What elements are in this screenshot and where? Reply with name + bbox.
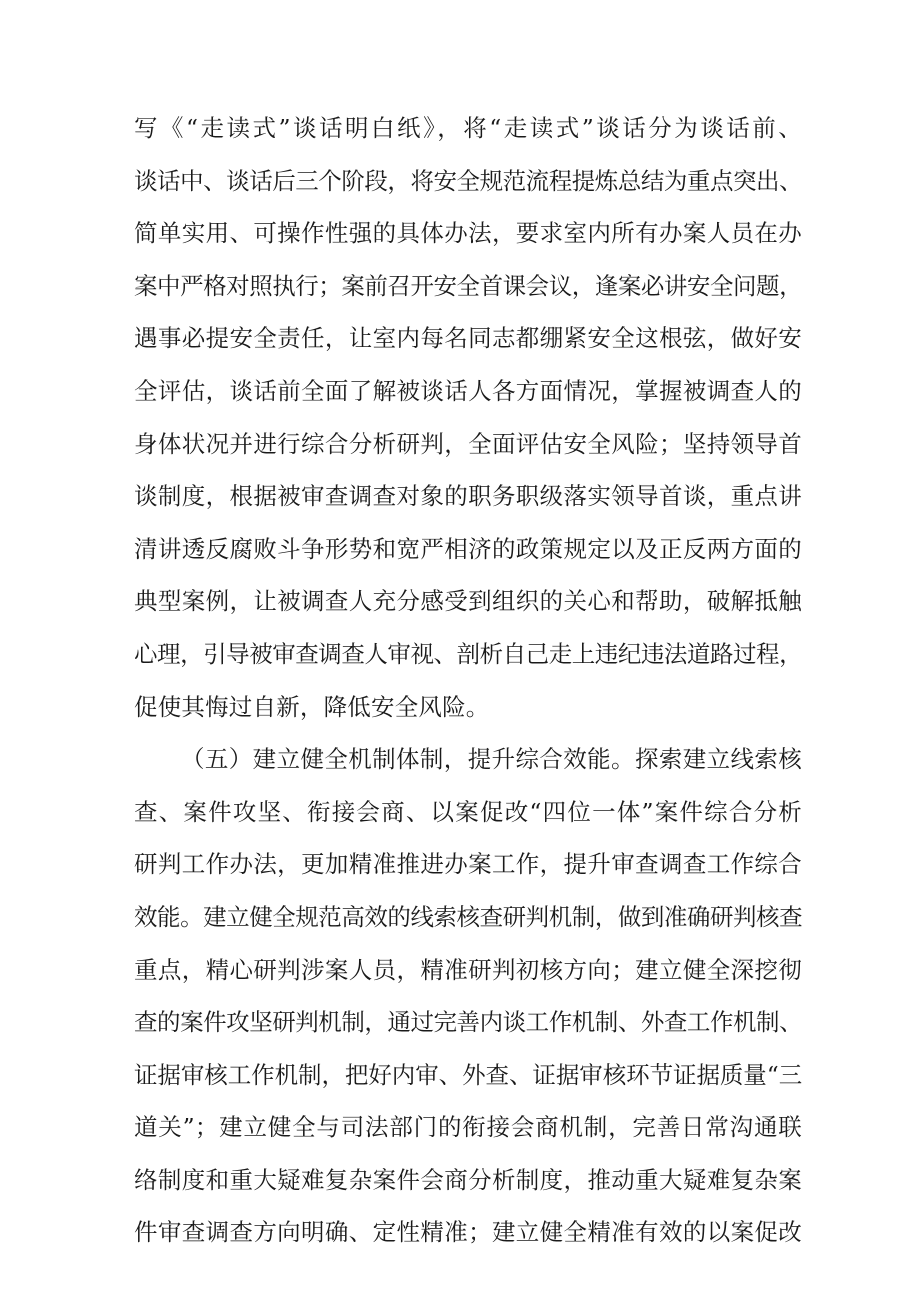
text-line: 谈制度，根据被审查调查对象的职务职级落实领导首谈，重点讲: [134, 482, 802, 511]
text-line: 效能。建立健全规范高效的线索核查研判机制，做到准确研判核查: [134, 902, 802, 931]
text-line: 查、案件攻坚、衔接会商、以案促改“四位一体”案件综合分析: [134, 797, 802, 826]
text-line: 简单实用、可操作性强的具体办法，要求室内所有办案人员在办: [134, 219, 802, 248]
text-line: 心理，引导被审查调查人审视、剖析自己走上违纪违法道路过程，: [134, 639, 802, 668]
text-line: 重点，精心研判涉案人员，精准研判初核方向；建立健全深挖彻: [134, 955, 802, 984]
text-line: 案中严格对照执行；案前召开安全首课会议，逢案必讲安全问题，: [134, 271, 802, 300]
text-line: 证据审核工作机制，把好内审、外查、证据审核环节证据质量“三: [134, 1060, 802, 1089]
section-heading-line: （五）建立健全机制体制，提升综合效能。探索建立线索核: [181, 745, 802, 774]
text-line: 典型案例，让被调查人充分感受到组织的关心和帮助，破解抵触: [134, 587, 802, 616]
text-line: 全评估，谈话前全面了解被谈话人各方面情况，掌握被调查人的: [134, 376, 802, 405]
text-line: 络制度和重大疑难复杂案件会商分析制度，推动重大疑难复杂案: [134, 1165, 802, 1194]
text-line: 写《“走读式”谈话明白纸》，将“走读式”谈话分为谈话前、: [134, 114, 802, 142]
text-line: 研判工作办法，更加精准推进办案工作，提升审查调查工作综合: [134, 850, 802, 879]
body-text: [134, 102, 802, 1259]
text-line: 遇事必提安全责任，让室内每名同志都绷紧安全这根弦，做好安: [134, 324, 802, 353]
text-line: 清讲透反腐败斗争形势和宽严相济的政策规定以及正反两方面的: [134, 534, 802, 563]
text-line: 件审查调查方向明确、定性精准；建立健全精准有效的以案促改: [134, 1218, 802, 1247]
text-line: 身体状况并进行综合分析研判，全面评估安全风险；坚持领导首: [134, 429, 802, 458]
text-line: 谈话中、谈话后三个阶段，将安全规范流程提炼总结为重点突出、: [134, 166, 802, 195]
paragraph-end-line: 促使其悔过自新，降低安全风险。: [134, 692, 490, 721]
text-line: 道关”；建立健全与司法部门的衔接会商机制，完善日常沟通联: [134, 1113, 802, 1142]
text-line: 查的案件攻坚研判机制，通过完善内谈工作机制、外查工作机制、: [134, 1008, 802, 1037]
